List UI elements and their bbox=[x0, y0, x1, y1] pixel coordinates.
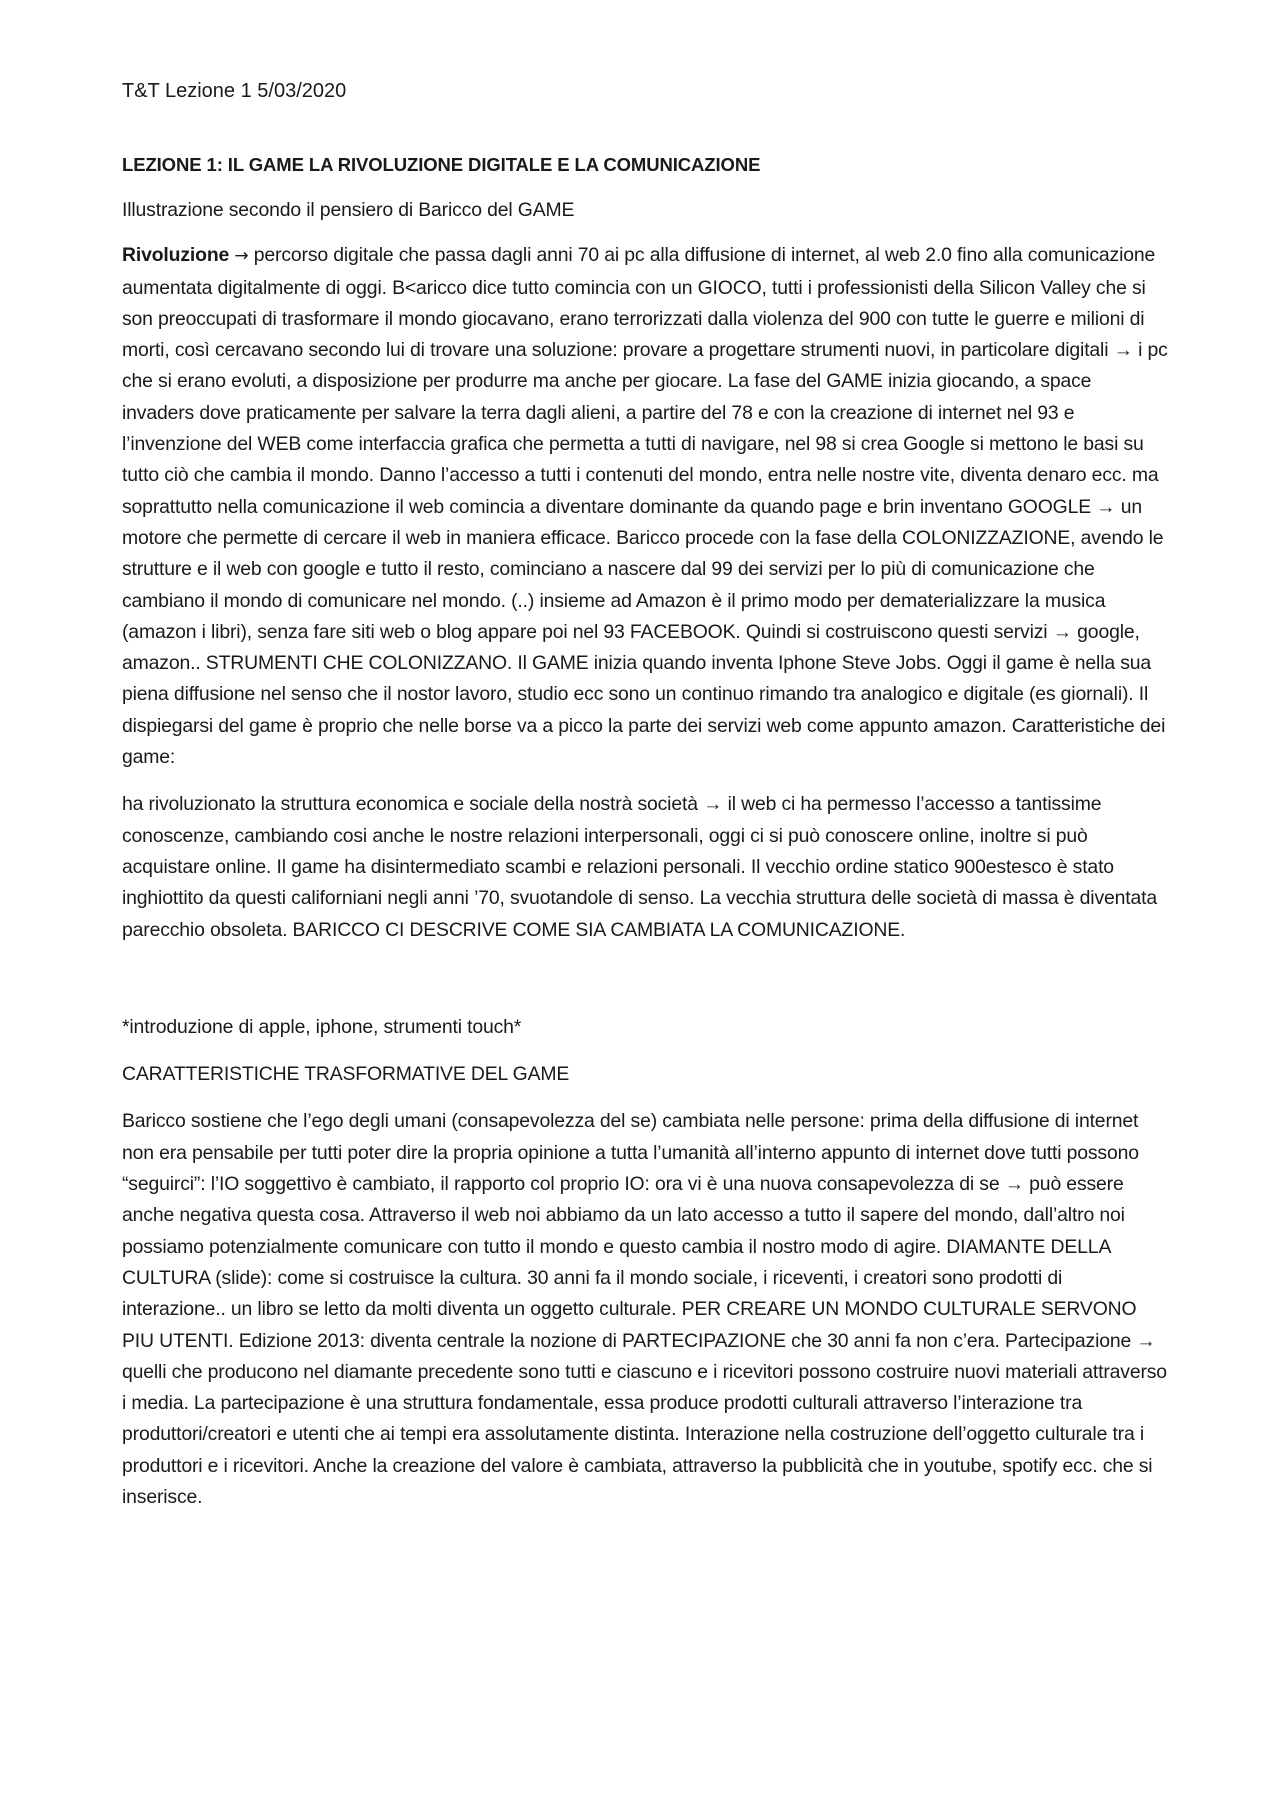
blank-spacer bbox=[122, 962, 1168, 1012]
section-heading: CARATTERISTICHE TRASFORMATIVE DEL GAME bbox=[122, 1063, 570, 1086]
lesson-title: LEZIONE 1: IL GAME LA RIVOLUZIONE DIGITALE E LA COMUNICAZIONE bbox=[122, 154, 761, 175]
document-page bbox=[122, 76, 1168, 1529]
note-line: *introduzione di apple, iphone, strumenti touch* bbox=[122, 1015, 522, 1038]
arrow-right-icon: → bbox=[234, 246, 249, 267]
paragraph-rivoluzione bbox=[122, 240, 1168, 773]
lesson-subtitle: Illustrazione secondo il pensiero di Baricco del GAME bbox=[122, 199, 575, 221]
document-header: T&T Lezione 1 5/03/2020 bbox=[122, 80, 347, 102]
rivoluzione-label: Rivoluzione bbox=[122, 244, 230, 267]
paragraph-2: ha rivoluzionato la struttura economica e sociale della nostrà società → il web ci ha permesso l’accesso a tantissime conoscenze, cambiando cosi anche le nostre relazioni interpersonali, oggi ci si può conoscere online, inoltre si può acquistare online. Il game ha disintermediato scambi e relazioni personali. Il vecchio ordine statico 900estesco è stato inghiottito da questi californiani negli anni ’70, svuotandole di senso. La vecchia struttura delle società di massa è diventata parecchio obsoleta. BARICCO CI DESCRIVE COME SIA CAMBIATA LA COMUNICAZIONE. bbox=[122, 793, 1158, 941]
paragraph-1-text: percorso digitale che passa dagli anni 70 ai pc alla diffusione di internet, al web 2.0 fino alla comunicazione aumentata digitalmente di oggi. B<aricco dice tutto comincia con un GIOCO, tutti i professionisti della Silicon Valley che si son preoccupati di trasformare il mondo giocavano, erano terrorizzati dalla violenza del 900 con tutte le guerre e milioni di morti, così cercavano secondo lui di trovare una soluzione: provare a progettare strumenti nuovi, in particolare digitali → i pc che si erano evoluti, a disposizione per produrre ma anche per giocare. La fase del GAME inizia giocando, a space invaders dove praticamente per salvare la terra dagli alieni, a partire del 78 e con la creazione di internet nel 93 e l’invenzione del WEB come interfaccia grafica che permetta a tutti di navigare, nel 98 si crea Google si mettono le basi su tutto ciò che cambia il mondo. Danno l’accesso a tutti i contenuti del mondo, entra nelle nostre vite, diventa denaro ecc. ma soprattutto nella comunicazione il web comincia a diventare dominante da quando page e brin inventano GOOGLE → un motore che permette di cercare il web in maniera efficace. Baricco procede con la fase della COLONIZZAZIONE, avendo le strutture e il web con google e tutto il resto, cominciano a nascere dal 99 dei servizi per lo più di comunicazione che cambiano il mondo di comunicare nel mondo. (..) insieme ad Amazon è il primo modo per dematerializzare la musica (amazon i libri), senza fare siti web o blog appare poi nel 93 FACEBOOK. Quindi si costruiscono questi servizi → google, amazon.. STRUMENTI CHE COLONIZZANO. Il GAME inizia quando inventa Iphone Steve Jobs. Oggi il game è nella sua piena diffusione nel senso che il nostor lavoro, studio ecc sono un continuo rimando tra analogico e digitale (es giornali). Il dispiegarsi del game è proprio che nelle borse va a picco la parte dei servizi web come appunto amazon. Caratteristiche dei game: bbox=[122, 244, 1168, 769]
paragraph-3: Baricco sostiene che l’ego degli umani (consapevolezza del se) cambiata nelle persone: prima della diffusione di internet non era pensabile per tutti poter dire la propria opinione a tutta l’umanità all’interno appunto di internet dove tutti possono “seguirci”: l’IO soggettivo è cambiato, il rapporto col proprio IO: ora vi è una nuova consapevolezza di se → può essere anche negativa questa cosa. Attraverso il web noi abbiamo da un lato accesso a tutto il sapere del mondo, dall’altro noi possiamo potenzialmente comunicare con tutto il mondo e questo cambia il nostro modo di agire. DIAMANTE DELLA CULTURA (slide): come si costruisce la cultura. 30 anni fa il mondo sociale, i riceventi, i creatori sono prodotti di interazione.. un libro se letto da molti diventa un oggetto culturale. PER CREARE UN MONDO CULTURALE SERVONO PIU UTENTI. Edizione 2013: diventa centrale la nozione di PARTECIPAZIONE che 30 anni fa non c’era. Partecipazione → quelli che producono nel diamante precedente sono tutti e ciascuno e i ricevitori possono costruire nuovi materiali attraverso i media. La partecipazione è una struttura fondamentale, essa produce prodotti culturali attraverso l’interazione tra produttori/creatori e utenti che ai tempi era assolutamente distinta. Interazione nella costruzione dell’oggetto culturale tra i produttori e i ricevitori. Anche la creazione del valore è cambiata, attraverso la pubblicità che in youtube, spotify ecc. che si inserisce. bbox=[122, 1110, 1167, 1508]
